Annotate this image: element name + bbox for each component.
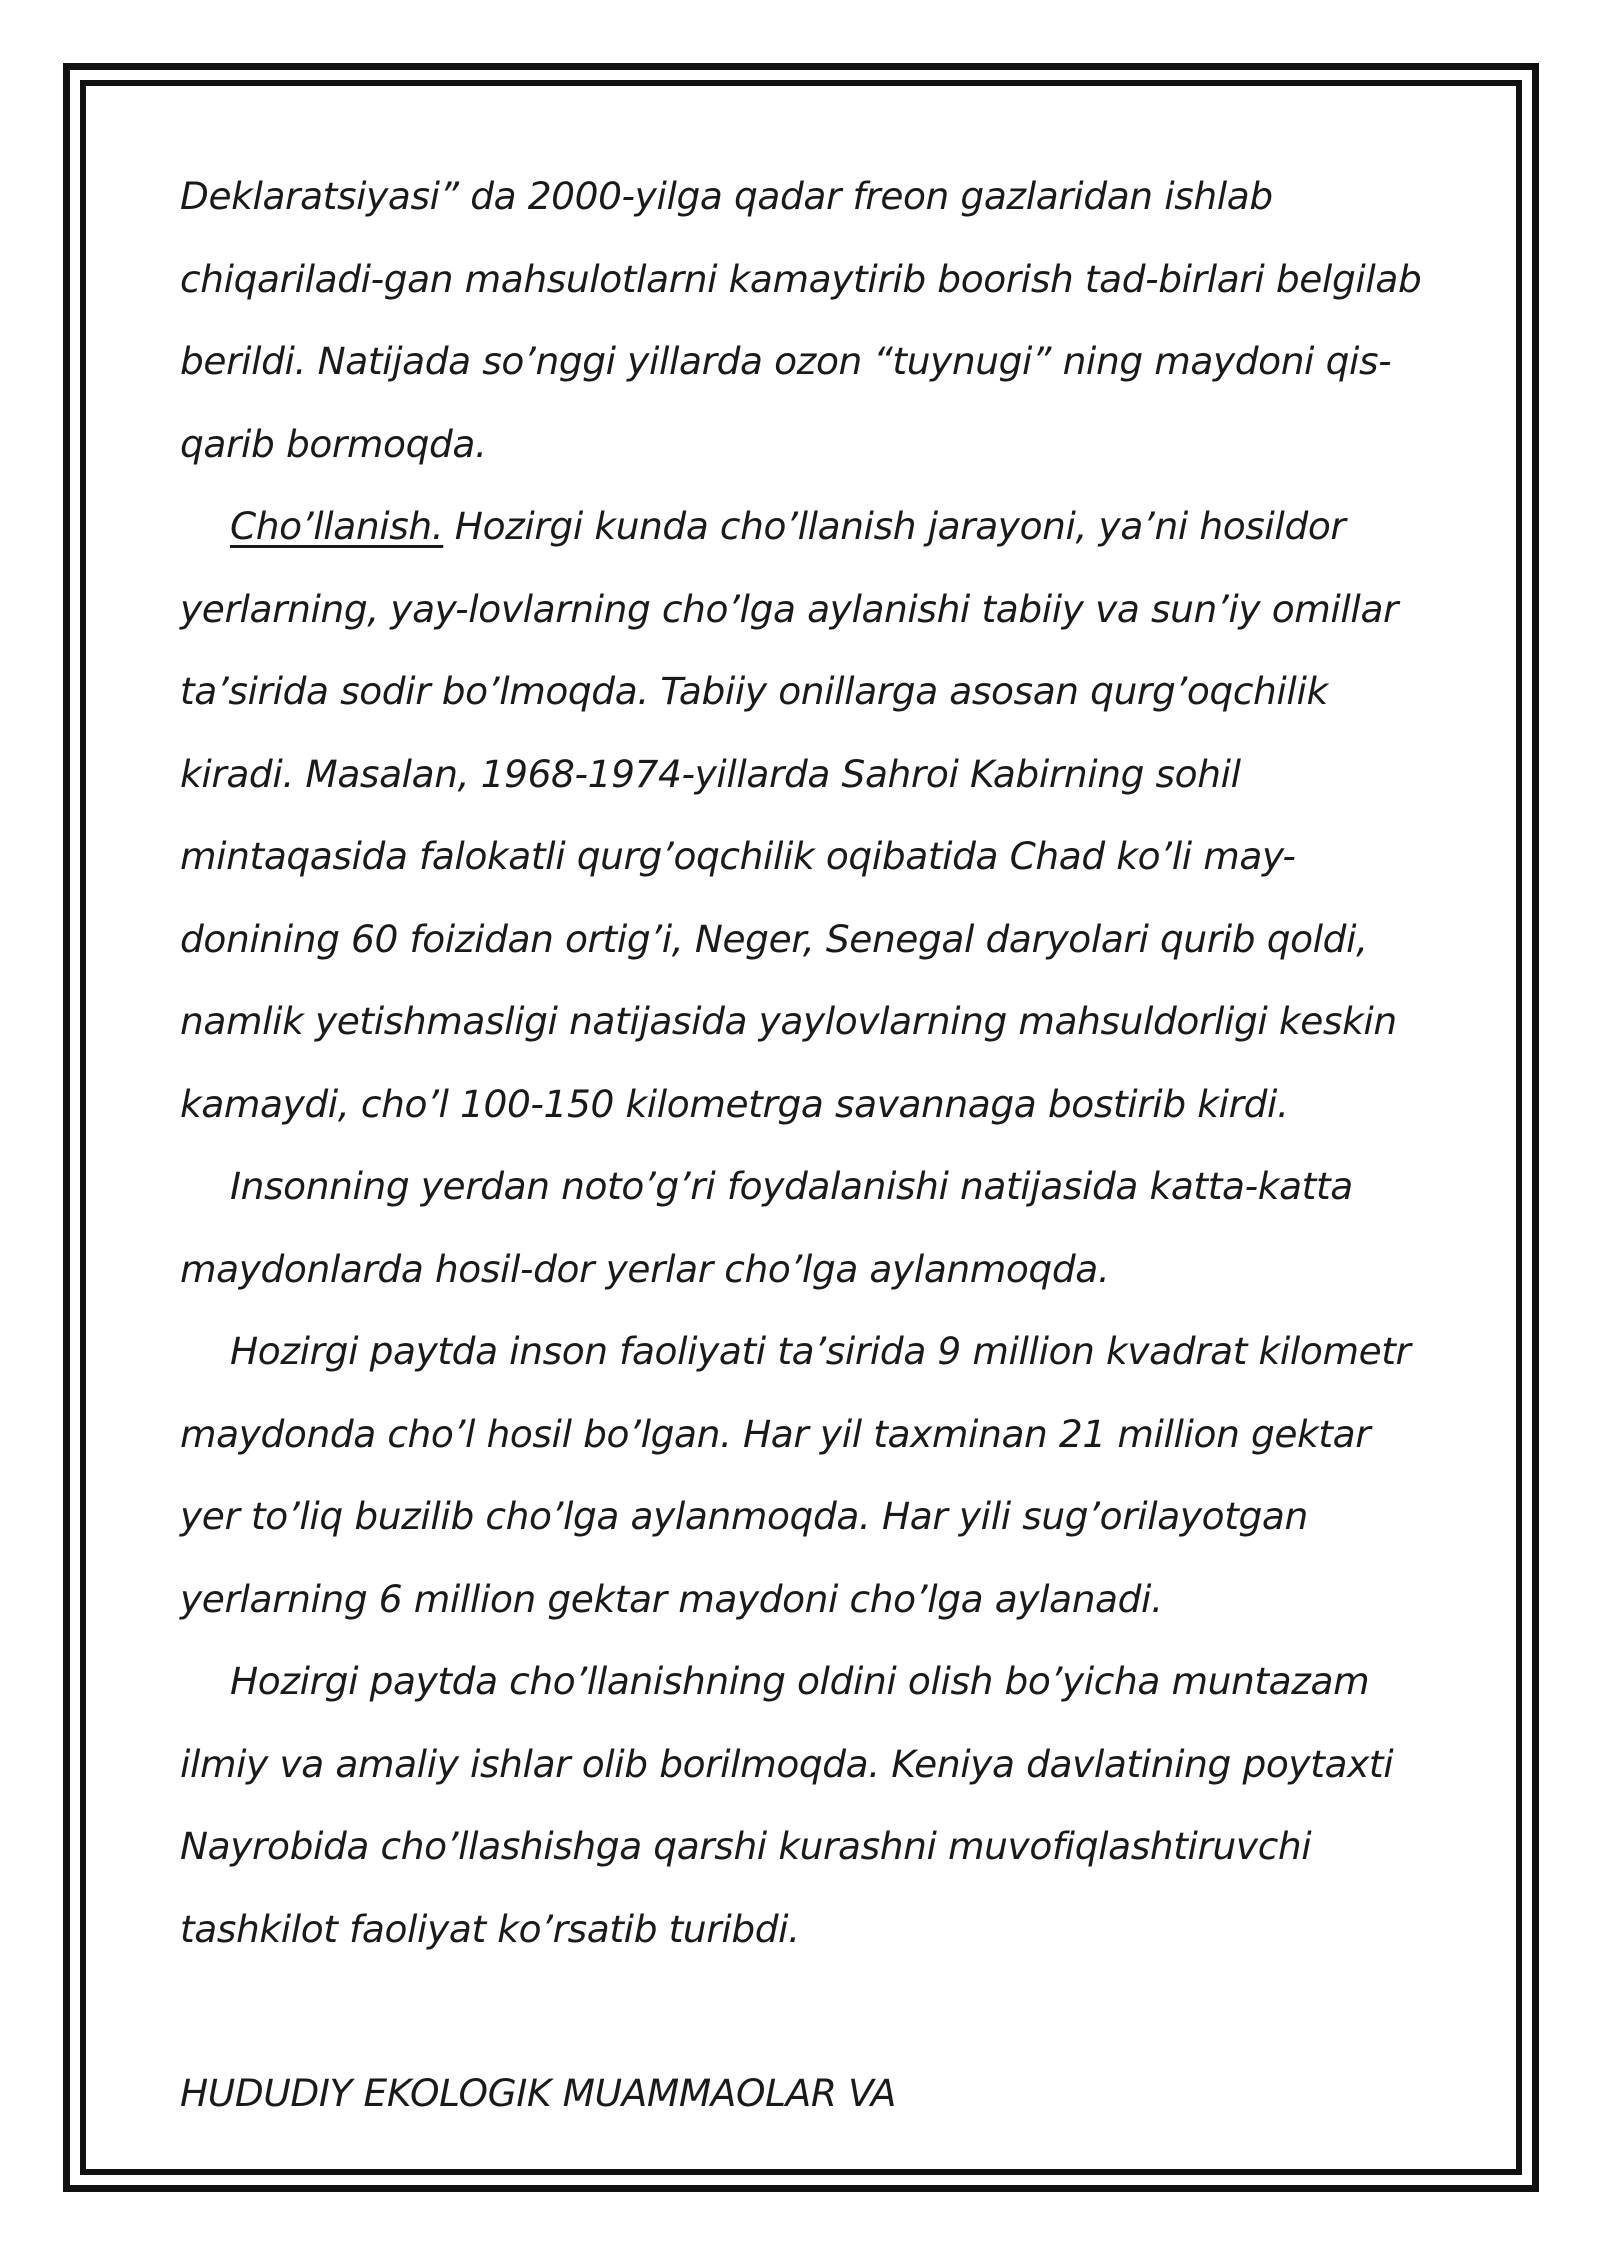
paragraph-land-misuse: Insonning yerdan noto’g’ri foydalanishi natijasida katta-katta maydonlarda hosil-dor yerlar cho’lga aylanmoqda. xyxy=(180,1164,1353,1291)
section-heading: HUDUDIY EKOLOGIK MUAMMAOLAR VA xyxy=(180,2071,897,2115)
paragraph-ozone: Deklaratsiyasi” da 2000-yilga qadar freon gazlaridan ishlab chiqariladi-gan mahsulotlarni kamaytirib boorish tad-birlari belgilab berildi. Natijada so’nggi yillarda ozon “tuynugi” ning maydoni qis-qarib bormoqda. xyxy=(180,174,1422,466)
paragraph-desertification xyxy=(180,485,1425,1145)
paragraph-prevention: Hozirgi paytda cho’llanishning oldini olish bo’yicha muntazam ilmiy va amaliy ishlar olib borilmoqda. Keniya davlatining poytaxti Nayrobida cho’llashishga qarshi kurashni muvofiqlashtiruvchi tashkilot faoliyat ko’rsatib turibdi. xyxy=(180,1659,1394,1951)
document-body xyxy=(180,155,1425,2135)
paragraph-desert-statistics: Hozirgi paytda inson faoliyati ta’sirida 9 million kvadrat kilometr maydonda cho’l hosil bo’lgan. Har yil taxminan 21 million gektar yer to’liq buzilib cho’lga aylanmoqda. Har yili sug’orilayotgan yerlarning 6 million gektar maydoni cho’lga aylanadi. xyxy=(180,1329,1411,1621)
term-desertification: Cho’llanish. xyxy=(230,504,444,548)
paragraph-desertification-text: Hozirgi kunda cho’llanish jarayoni, ya’ni hosildor yerlarning, yay-lovlarning cho’lga aylanishi tabiiy va sun’iy omillar ta’sirida sodir bo’lmoqda. Tabiiy onillarga asosan qurg’oqchilik kiradi. Masalan, 1968-1974-yillarda Sahroi Kabirning sohil mintaqasida falokatli qurg’oqchilik oqibatida Chad ko’li may-donining 60 foizidan ortig’i, Neger, Senegal daryolari qurib qoldi, namlik yetishmasligi natijasida yaylovlarning mahsuldorligi keskin kamaydi, cho’l 100-150 kilometrga savannaga bostirib kirdi. xyxy=(180,504,1399,1126)
